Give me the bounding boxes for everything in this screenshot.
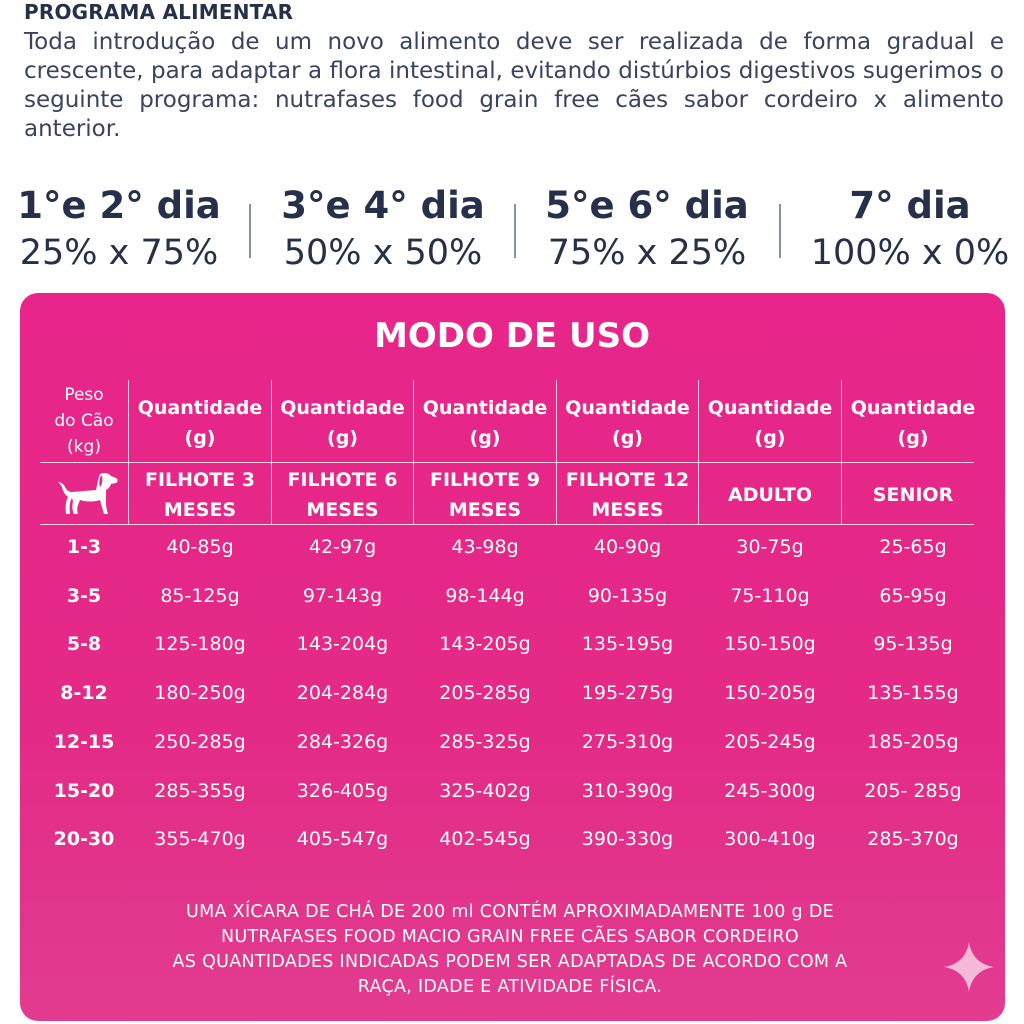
column-label-line: ADULTO: [728, 484, 812, 506]
quantity-cell: 180-250g: [154, 682, 246, 705]
weight-header-line: do Cão: [54, 411, 114, 431]
footer-line: UMA XÍCARA DE CHÁ DE 200 ml CONTÉM APROXIMADAMENTE 100 g DE: [186, 902, 834, 922]
weight-cell: 1-3: [66, 536, 102, 558]
quantity-cell: 326-405g: [296, 779, 389, 802]
column-filhote-9: [414, 465, 556, 525]
quantity-header-line: Quantidade: [850, 397, 976, 419]
column-label-line: FILHOTE 6: [287, 469, 398, 491]
quantity-cell: 143-205g: [439, 633, 531, 656]
sparkle-icon: [942, 940, 996, 994]
weight-cell: 8-12: [60, 682, 108, 705]
panel-title: MODO DE USO: [374, 316, 650, 356]
quantity-cell: 205- 285g: [864, 779, 962, 802]
quantity-cell: 150-205g: [724, 682, 816, 705]
phase-4: [785, 182, 1024, 276]
footer-line: AS QUANTIDADES INDICADAS PODEM SER ADAPTADAS DE ACORDO COM A: [172, 952, 848, 972]
quantity-cell: 245-300g: [724, 779, 816, 802]
quantity-cell: 90-135g: [587, 584, 668, 607]
quantity-header: [699, 393, 841, 453]
quantity-cell: 97-143g: [302, 584, 383, 607]
weight-header-line: (kg): [67, 437, 101, 457]
quantity-cell: 405-547g: [296, 828, 389, 851]
quantity-cell: 285-370g: [867, 828, 959, 851]
program-description: Toda introdução de um novo alimento deve ser realizada de forma gradual e crescente, para adaptar a flora intestinal, evitando distúrbios digestivos sugerimos o seguinte programa: nutrafases food grain free cães sabor cordeiro x alimento anterior.: [24, 29, 1004, 142]
footer-line: RAÇA, IDADE E ATIVIDADE FÍSICA.: [357, 977, 663, 997]
program-title: PROGRAMA ALIMENTAR: [24, 0, 294, 24]
column-label-line: MESES: [591, 499, 664, 521]
column-label-line: FILHOTE 9: [430, 469, 540, 491]
quantity-header-line: (g): [469, 427, 501, 449]
column-label-line: FILHOTE 12: [565, 469, 690, 491]
quantity-header: [414, 393, 556, 453]
quantity-cell: 143-204g: [296, 633, 389, 656]
quantity-cell: 98-144g: [445, 584, 525, 607]
feeding-phases: [0, 182, 1024, 282]
quantity-header-line: Quantidade: [707, 397, 833, 419]
quantity-cell: 325-402g: [439, 779, 531, 802]
phase-divider: [514, 204, 516, 258]
quantity-header: [557, 393, 698, 453]
quantity-cell: 42-97g: [308, 536, 377, 558]
quantity-header-line: Quantidade: [137, 397, 263, 419]
quantity-cell: 205-245g: [724, 730, 816, 753]
column-filhote-6: [272, 465, 413, 525]
quantity-cell: 285-325g: [439, 730, 531, 753]
weight-cell: 20-30: [53, 828, 115, 851]
footer-line: NUTRAFASES FOOD MACIO GRAIN FREE CÃES SABOR CORDEIRO: [220, 927, 799, 947]
quantity-cell: 40-90g: [593, 536, 662, 558]
quantity-cell: 43-98g: [451, 536, 519, 558]
quantity-header: [272, 393, 413, 453]
column-senior: [842, 480, 984, 510]
quantity-header-line: Quantidade: [280, 397, 405, 419]
column-adulto: [699, 480, 841, 510]
quantity-header-line: Quantidade: [422, 397, 548, 419]
weight-header: [40, 382, 128, 460]
quantity-cell: 275-310g: [581, 730, 674, 753]
column-filhote-12: [557, 465, 698, 525]
quantity-cell: 25-65g: [879, 536, 947, 558]
quantity-cell: 40-85g: [166, 536, 234, 558]
phase-day: 7° dia: [849, 184, 971, 227]
quantity-cell: 125-180g: [154, 633, 246, 656]
phase-day: 1°e 2° dia: [17, 184, 221, 227]
column-label-line: FILHOTE 3: [145, 469, 255, 491]
column-label-line: MESES: [306, 499, 379, 521]
phase-ratio: 25% x 75%: [19, 233, 219, 273]
quantity-cell: 204-284g: [296, 682, 389, 705]
footer-note: [100, 900, 920, 1000]
weight-cell: 12-15: [53, 730, 115, 753]
quantity-cell: 85-125g: [160, 584, 240, 607]
quantity-cell: 135-155g: [867, 682, 959, 705]
quantity-header-line: (g): [612, 427, 643, 449]
quantity-cell: 284-326g: [296, 730, 389, 753]
quantity-cell: 355-470g: [154, 828, 246, 851]
dog-icon: [56, 470, 120, 518]
quantity-cell: 285-355g: [154, 779, 246, 802]
phase-divider: [779, 204, 781, 258]
phase-ratio: 50% x 50%: [283, 233, 483, 273]
table-divider: [40, 462, 974, 463]
phase-divider: [249, 204, 251, 258]
quantity-cell: 75-110g: [730, 584, 810, 607]
column-filhote-3: [129, 465, 271, 525]
phase-2: [258, 182, 508, 276]
phase-ratio: 100% x 0%: [810, 233, 1010, 273]
quantity-cell: 390-330g: [581, 828, 674, 851]
column-label-line: MESES: [448, 499, 522, 521]
phase-3: [522, 182, 772, 276]
weight-header-line: Peso: [64, 385, 104, 405]
quantity-header-line: (g): [327, 427, 358, 449]
quantity-cell: 95-135g: [873, 633, 953, 656]
quantity-cell: 150-150g: [724, 633, 816, 656]
column-label-line: MESES: [163, 499, 237, 521]
phase-day: 3°e 4° dia: [281, 184, 485, 227]
quantity-cell: 30-75g: [736, 536, 804, 558]
quantity-header-line: Quantidade: [565, 397, 690, 419]
quantity-header-line: (g): [184, 427, 216, 449]
quantity-cell: 185-205g: [867, 730, 959, 753]
weight-cell: 5-8: [66, 633, 102, 656]
quantity-header: [842, 393, 984, 453]
weight-cell: 3-5: [66, 584, 102, 607]
quantity-cell: 310-390g: [581, 779, 674, 802]
quantity-header-line: (g): [897, 427, 929, 449]
quantity-cell: 205-285g: [439, 682, 531, 705]
weight-cell: 15-20: [53, 779, 115, 802]
phase-1: [0, 182, 244, 276]
quantity-cell: 402-545g: [439, 828, 531, 851]
quantity-cell: 195-275g: [581, 682, 674, 705]
quantity-header-line: (g): [754, 427, 786, 449]
quantity-cell: 300-410g: [724, 828, 816, 851]
quantity-cell: 65-95g: [879, 584, 947, 607]
quantity-header: [129, 393, 271, 453]
phase-day: 5°e 6° dia: [545, 184, 749, 227]
phase-ratio: 75% x 25%: [547, 233, 747, 273]
quantity-cell: 135-195g: [581, 633, 674, 656]
column-label-line: SENIOR: [872, 484, 954, 506]
quantity-cell: 250-285g: [154, 730, 246, 753]
